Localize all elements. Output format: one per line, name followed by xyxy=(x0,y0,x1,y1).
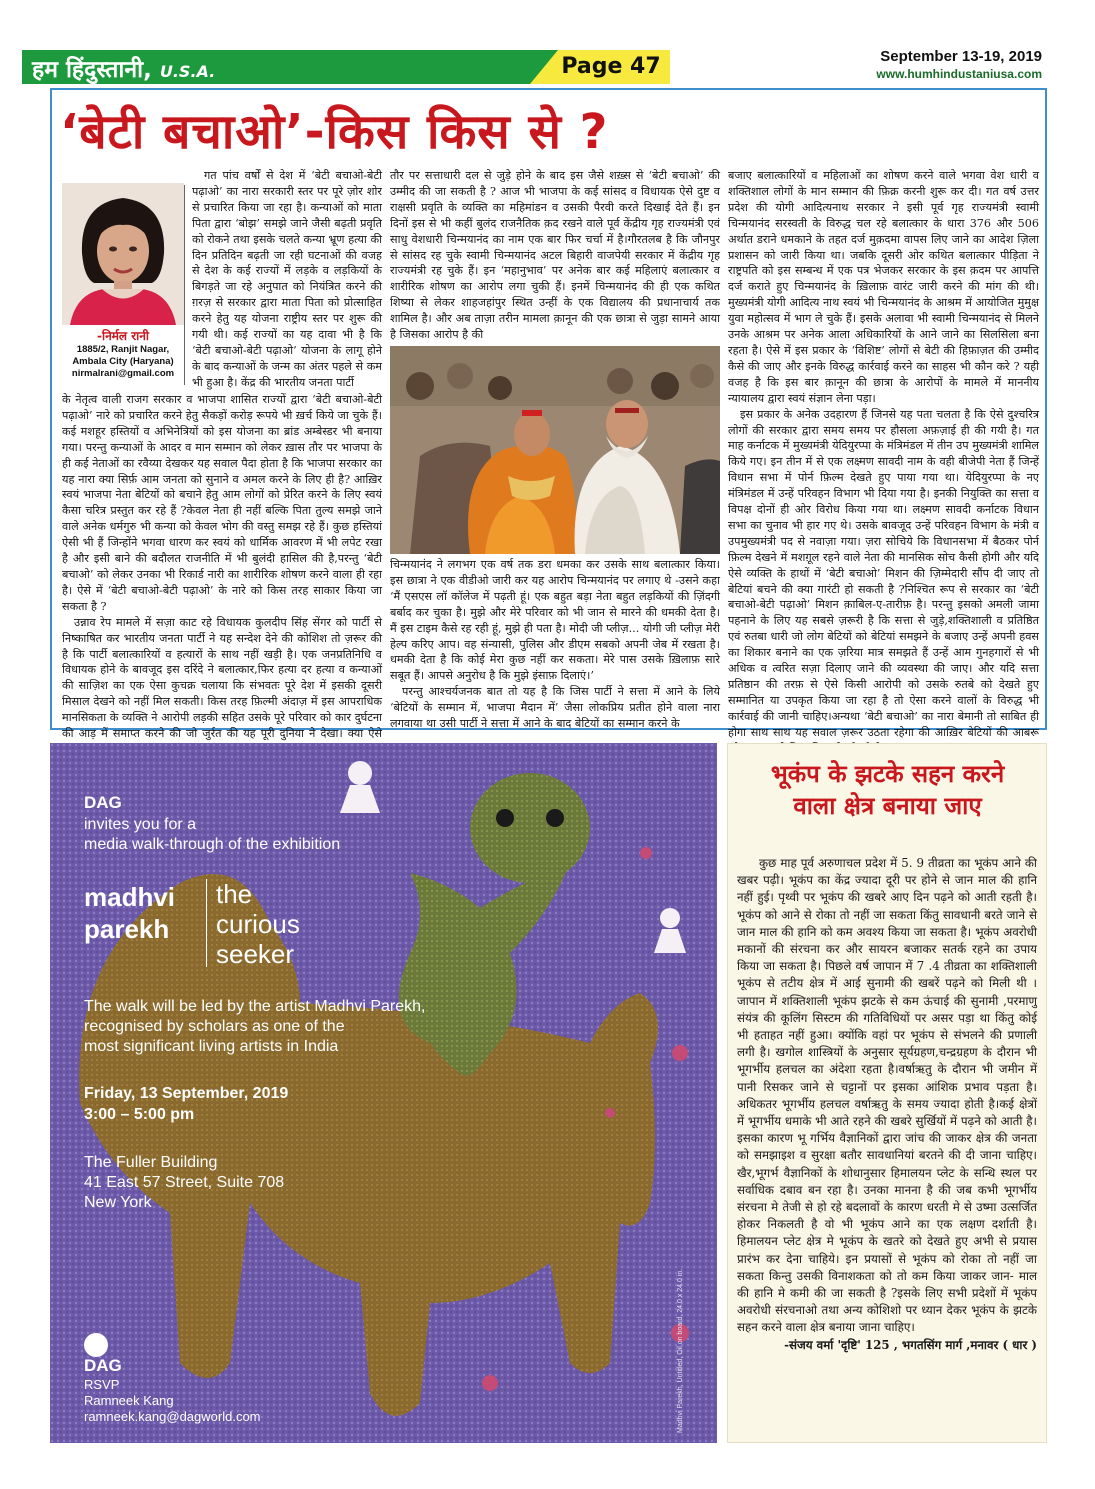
author-address-line1: 1885/2, Ranjit Nagar, xyxy=(76,344,170,355)
news-photo xyxy=(390,346,720,554)
ad-brand-top: DAG xyxy=(84,793,122,812)
article-col2-top xyxy=(390,168,720,343)
article-col1-top-text: गत पांच वर्षों से देश में ‘बेटी बचाओ-बेटी पढ़ाओ’ का नारा सरकारी स्तर पर पूरे ज़ोर शोर से प्रचारित किया जा रहा है। कन्याओं को माता पिता द्वारा ‘बोझ’ समझे जाने जैसी बढ़ती प्रवृति को रोकने तथा इसके चलते कन्या भ्रूण हत्या की दिन प्रतिदिन बढ़ती जा रही घटनाओं की वजह से देश के कई राज्यों में लड़के व लड़कियों के बिगड़ते जा रहे अनुपात को नियंत्रित करने की ग़रज़ से सरकार द्वारा माता पिता को प्रोत्साहित करने हेतु यह योजना राष्ट्रीय स्तर पर शुरू की गयी थी। कई राज्यों का यह दावा भी है कि ‘बेटी बचाओ-बेटी पढ़ाओ’ योजना के लागू होने के बाद कन्याओं के जन्म का अंतर पहले से कम भी हुआ है। केंद्र की भारतीय जनता पार्टी xyxy=(192,169,382,389)
ad-title-divider xyxy=(206,879,207,967)
ad-description-line1: The walk will be led by the artist Madhvi Parekh, xyxy=(84,998,426,1015)
ad-artist-first: madhvi xyxy=(84,882,176,912)
article-col3 xyxy=(728,168,1039,757)
author-email[interactable]: nirmalrani@gmail.com xyxy=(71,368,175,379)
author-address-line2: Ambala City (Haryana) xyxy=(72,356,174,367)
sidebar-signature: -संजय वर्मा 'दृष्टि' 125 , भगतसिंग मार्ग ,मनावर ( धार ) xyxy=(784,1337,1037,1352)
article-col1-bottom-text: के नेतृत्व वाली राजग सरकार व भाजपा शासित राज्यों द्वारा ‘बेटी बचाओ-बेटी पढ़ाओ’ नारे को प्रचारित करने हेतु सैकड़ों करोड़ रूपये भी ख़र्च किये जा चुके हैं। कई मशहूर हस्तियों व अभिनेत्रियों को इस योजना का ब्रांड अम्बेस्डर भी बनाया गया। परन्तु कन्याओं के आदर व मान सम्मान को लेकर ख़ास तौर पर भाजपा के ही कई नेताओं का रवैय्या देखकर यह सवाल पैदा होता है कि भाजपा सरकार का यह नारा क्या सिर्फ़ आम जनता को सुनाने व अमल करने के लिए ही है? आख़िर स्वयं भाजपा नेता बेटियों को बचाने हेतु आम लोगों को प्रेरित करने के लिए स्वयं कैसा चरित्र प्रस्तुत कर रहे हैं ?केवल नेता ही नहीं बल्कि पिता तुल्य समझे जाने वाले अनेक धर्मगुरु भी कन्या को केवल भोग की वस्तु समझ रहे हैं। कुछ हस्तियां ऐसी भी हैं जिन्होंने भगवा धारण कर स्वयं को धार्मिक आवरण में भी लपेट रखा है और इसी बाने की बदौलत राजनीति में भी बुलंदी हासिल की है,परन्तु ‘बेटी बचाओ’ को लेकर उनका भी रिकार्ड नारी का शारीरिक शोषण करने वाला ही रहा है। ऐसे में ‘बेटी बचाओ-बेटी पढ़ाओ’ के नारे को किस तरह साकार किया जा सकता है ? xyxy=(62,393,382,613)
exhibition-advertisement xyxy=(50,743,717,1443)
portrait-illustration xyxy=(62,183,184,325)
ad-artwork-caption: Madhvi Parekh, Untitled, Oil on board, 24.0 x 24.0 in. xyxy=(677,1268,684,1433)
sidebar-headline-line1: भूकंप के झटके सहन करने xyxy=(770,760,1005,788)
article-col2-bottom xyxy=(390,557,720,732)
article-col2-top-text: तौर पर सत्ताधारी दल से जुड़े होने के बाद इस जैसे शख़्स से ‘बेटी बचाओ’ की उम्मीद की जा सकती है ? आज भी भाजपा के कई सांसद व विधायक ऐसे दुष्ट व राक्षसी प्रवृति के व्यक्ति का महिमांडन व उसकी पैरवी करते दिखाई देते हैं। इन दिनों इस से भी कहीं बुलंद राजनैतिक क़द रखने वाले पूर्व केंद्रीय गृह राज्यमंत्री एवं साधु वेशधारी चिन्मयानंद का नाम एक बार फिर चर्चा में है।गौरतलब है कि जौनपुर से सांसद रह चुके स्वामी चिन्मयानंद अटल बिहारी वाजपेयी सरकार में केंद्रीय गृह राज्यमंत्री रह चुके हैं। इन ‘महानुभाव’ पर अनेक बार कई महिलाएं बलात्कार व शारीरिक शोषण का आरोप लगा चुकी हैं। इनमें चिन्मयानंद की ही एक कथित शिष्या से लेकर शाहजहांपुर स्थित उन्हीं के एक विद्यालय की प्रधानाचार्य तक शामिल है। और अब ताज़ा तरीन मामला क़ानून की एक छात्रा से जुड़ा सामने आया है जिसका आरोप है की xyxy=(390,169,720,342)
article-col3-p1: बजाए बलात्कारियों व महिलाओं का शोषण करने वाले भगवा वेश धारी व शक्तिशाल लोगों के मान सम्मान की फ़िक्र करनी शुरू कर दी। गत वर्ष उत्तर प्रदेश की योगी आदित्यनाथ सरकार ने इसी पूर्व गृह राज्यमंत्री स्वामी चिन्मयानंद सरस्वती के विरुद्ध चल रहे बलात्कार के धारा 376 और 506 अर्थात डराने धमकाने के तहत दर्ज मुक़दमा वापस लिए जाने का आदेश ज़िला प्रशासन को जारी किया था। जबकि दूसरी ओर कथित बलात्कार पीड़िता ने राष्ट्रपति को इस सम्बन्ध में एक पत्र भेजकर सरकार के इस क़दम पर आपत्ति दर्ज कराते हुए चिन्मयानंद के ख़िलाफ़ वारंट जारी करने की मांग की थी। मुख्यमंत्री योगी आदित्य नाथ स्वयं भी चिन्मयानंद के आश्रम में आयोजित मुमुक्ष युवा महोत्सव में भाग ले चुके हैं। इसके अलावा भी स्वामी चिन्मयानंद से मिलने उनके आश्रम पर अनेक आला अधिकारियों के आने जाने का सिलसिला बना रहता है। ऐसे में इस प्रकार के ‘विशिष्ट’ लोगों से बेटी की हिफ़ाज़त की उम्मीद कैसे की जाए और इनके विरुद्ध कार्रवाई करने का साहस भी कौन करे ? यही वजह है कि इस बार क़ानून की छात्रा के आरोपों के मामले में माननीय न्यायालय द्वारा स्वयं संज्ञान लेना पड़ा। xyxy=(728,169,1039,405)
ad-invite-line2: media walk-through of the exhibition xyxy=(84,836,341,853)
ad-description-line3: most significant living artists in India xyxy=(84,1038,339,1055)
ad-artist-last: parekh xyxy=(84,914,170,944)
sidebar-body-text: कुछ माह पूर्व अरुणाचल प्रदेश में 5. 9 तीव्रता का भूकंप आने की खबर पढ़ी। भूकंप का केंद्र ज्यादा दूरी पर होने से जान माल की हानि नहीं हुई। पृथ्वी पर भूकंप की खबरे आए दिन पढ़ने को आती रहती है। भूकंप को आने से रोका तो नहीं जा सकता किंतु सावधानी बरते जाने से जान माल की हानि को कम अवश्य किया जा सकता है। भूकंप अवरोधी मकानों की संरचना कर और सायरन बजाकर सतर्क रहने का उपाय किया जा सकता है। पिछले वर्ष जापान में 7 .4 तीव्रता का शक्तिशाली भूकंप से तटीय क्षेत्र में आई सुनामी की खबरें पढ़ने को मिली थी ।जापान में शक्तिशाली भूकंप झटके से कम ऊंचाई की सुनामी ,परमाणु संयंत्र की कूलिंग सिस्टम की गतिविधियों पर असर पड़ा था किंतु कोई भी हताहत नहीं हुआ। क्योंकि वहां पर भूकंप से संभलने की प्रणाली लगी है। खगोल शास्त्रियों के अनुसार सूर्यग्रहण,चन्द्रग्रहण के दौरान भी भूगर्भीय हलचल का अंदेशा रहता है।वर्षाऋतु के दौरान भी जमीन में पानी रिसकर जाने से चट्टानों पर इसका आंशिक प्रभाव पड़ता है।अधिकतर भूगर्भीय हलचल वर्षाऋतु के समय ज्यादा होती है।कई क्षेत्रों में भूगर्भीय धमाके भी आते रहने की खबरे सुर्खियों में पढ़ने को आती है। इसका कारण भू गर्भिय वैज्ञानिकों द्वारा जांच की जाकर क्षेत्र की जनता को समझाइश व सुरक्षा बतौर सावधानियां बरतने की दी जाना चाहिए। खैर,भूगर्भ वैज्ञानिकों के शोधानुसार हिमालयन प्लेट के सन्धि स्थल पर सर्वाधिक दबाव बन रहा है। उनका मानना है की जब कभी भूगर्भीय संरचना मे तेजी से हो रहे बदलावों के कारण धरती मे से उष्मा उत्सर्जित होकर निकलती है वो भी भूकंप आने का एक लक्षण दर्शाती है। हिमालयन प्लेट क्षेत्र मे भूकंप के खतरे को देखते हुए अभी से प्रयास प्रारंभ कर देना चाहिये। इन प्रयासों से भूकंप को रोका तो नहीं जा सकता किन्तु उसकी विनाशकता को तो कम किया जाकर जान- माल की हानि मे कमी की जा सकती है ?इसके लिए सभी प्रदेशों में भूकंप अवरोधी संरचनाओ तथा अन्य कोशिशो पर ध्यान देकर भूकंप के झटके सहन करने वाला क्षेत्र बनाया जाना चाहिए। xyxy=(737,856,1037,1335)
article-col2-bottom-text: चिन्मयानंद ने लगभग एक वर्ष तक डरा धमका कर उसके साथ बलात्कार किया। इस छात्रा ने एक वीडीओ जारी कर यह आरोप चिन्मयानंद पर लगाए थे -उसने कहा ‘मैं एसएस लॉ कॉलेज में पढ़ती हूं। एक बहुत बड़ा नेता बहुत लड़कियों की ज़िंदगी बर्बाद कर चुका है। मुझे और मेरे परिवार को भी जान से मारने की धमकी देता है। मैं इस टाइम कैसे रह रही हूं, मुझे ही पता है। मोदी जी प्लीज़... योगी जी प्लीज़ मेरी हेल्प करिए आप। वह संन्यासी, पुलिस और डीएम सबको अपनी जेब में रखता है। धमकी देता है कि कोई मेरा कुछ नहीं कर सकता। मेरे पास उसके ख़िलाफ़ सारे सबूत हैं। आपसे अनुरोध है कि मुझे इंसाफ़ दिलाएं।’ xyxy=(390,558,720,683)
ad-venue-line2: 41 East 57 Street, Suite 708 xyxy=(84,1174,285,1191)
article-col1-top xyxy=(192,168,382,391)
issue-date: September 13-19, 2019 xyxy=(880,48,1042,65)
news-photo-illustration xyxy=(390,346,720,554)
ad-description-line2: recognised by scholars as one of the xyxy=(84,1018,345,1035)
ad-show-title-line3: seeker xyxy=(216,939,295,969)
author-divider xyxy=(184,185,185,385)
ad-brand-bottom: DAG xyxy=(84,1356,122,1375)
ad-venue-line3: New York xyxy=(84,1194,152,1211)
ad-venue-line1: The Fuller Building xyxy=(84,1154,218,1171)
ad-invite-line1: invites you for a xyxy=(84,816,197,833)
ad-show-title-line1: the xyxy=(216,879,253,909)
ad-rsvp-email[interactable]: ramneek.kang@dagworld.com xyxy=(84,1409,261,1424)
author-name: -निर्मल रानी xyxy=(96,329,150,343)
newspaper-subtitle: U.S.A. xyxy=(159,62,216,81)
ad-event-date: Friday, 13 September, 2019 xyxy=(84,1085,289,1102)
ad-rsvp-label: RSVP xyxy=(84,1377,120,1392)
dag-logo-circle-icon xyxy=(84,1333,108,1357)
ad-rsvp-name: Ramneek Kang xyxy=(84,1393,174,1408)
author-photo xyxy=(62,183,184,325)
sidebar-headline xyxy=(735,758,1040,822)
page-number: Page 47 xyxy=(561,54,661,79)
article-col2-p2: परन्तु आश्चर्यजनक बात तो यह है कि जिस पार्टी ने सत्ता में आने के लिये ‘बेटियों के सम्मान में, भाजपा मैदान में’ जैसा लोकप्रिय प्रतीत होने वाला नारा लगवाया था उसी पार्टी ने सत्ता में आने के बाद बेटियों का सम्मान करने के xyxy=(390,685,720,731)
ad-event-time: 3:00 – 5:00 pm xyxy=(84,1106,195,1123)
newspaper-title: हम हिंदुस्तानी, U.S.A. xyxy=(32,57,216,83)
author-address xyxy=(62,344,184,380)
website-url[interactable]: www.humhindustaniusa.com xyxy=(876,67,1042,81)
ad-show-title-line2: curious xyxy=(216,909,300,939)
sidebar-body xyxy=(737,855,1037,1354)
sidebar-headline-line2: वाला क्षेत्र बनाया जाए xyxy=(793,792,982,820)
article-col1-bottom xyxy=(62,392,382,758)
article-headline: ‘बेटी बचाओ’-किस किस से ? xyxy=(60,104,609,160)
article-col1-p2: उन्नाव रेप मामले में सज़ा काट रहे विधायक कुलदीप सिंह सेंगर को पार्टी से निष्काषित कर भारतीय जनता पार्टी ने यह सन्देश देने की कोशिश तो ज़रूर की है कि पार्टी बलात्कारियों व हत्यारों के साथ नहीं खड़ी है। एक जनप्रतिनिधि व विधायक होने के बावजूद इस दरिंदे ने बलात्कार,फिर हत्या दर हत्या व कन्याओं की साज़िश का एक ऐसा कुचक्र चलाया कि संभवतः पूरे देश में इसकी दूसरी मिसाल देखने को नहीं मिल सकती। किस तरह फ़िल्मी अंदाज़ में इस आपराधिक मानसिकता के व्यक्ति ने आरोपी लड़की सहित उसके पूरे परिवार को कार दुर्घटना की आड़ में समाप्त करने की जो जुर्रत की यह पूरी दुनिया ने देखा। क्या ऐसे xyxy=(62,615,382,741)
article-col3-p2: इस प्रकार के अनेक उदहारण हैं जिनसे यह पता चलता है कि ऐसे दुश्चरित्र लोगों की सरकार द्वारा समय समय पर हौसला अफ़ज़ाई ही की गयी है। गत माह कर्नाटक में मुख्यमंत्री येदियुरप्पा के मंत्रिमंडल में तीन उप मुख्यमंत्री शामिल किये गए। इन तीन में से एक लक्ष्मण सावदी नाम के वही बीजेपी नेता हैं जिन्हें विधान सभा में पोर्न फ़िल्म देखते हुए पाया गया था। येदियुरप्पा के नए मंत्रिमंडल में उन्हें परिवहन विभाग भी दिया गया है। इनकी नियुक्ति का सत्ता व विपक्ष दोनों ही ओर विरोध किया गया था। लक्ष्मण सावदी कर्नाटक विधान सभा का चुनाव भी हार गए थे। उसके बावजूद उन्हें परिवहन विभाग के मंत्री व उपमुख्यमंत्री पद से नवाज़ा गया। ज़रा सोचिये कि विधानसभा में बैठकर पोर्न फ़िल्म देखने में मशग़ूल रहने वाले नेता की मानसिक सोच कैसी होगी और यदि ऐसे व्यक्ति के हाथों में ‘बेटी बचाओ’ मिशन की ज़िम्मेदारी सौंप दी जाए तो बेटियां बचने की क्या गारंटी हो सकती है ?निश्चित रूप से सरकार का ‘बेटी बचाओ-बेटी पढ़ाओ’ मिशन क़ाबिल-ए-तारीफ़ है। परन्तु इसको अमली जामा पहनाने के लिए यह सबसे ज़रूरी है कि सत्ता से जुड़े,शक्तिशाली व प्रतिष्ठित एवं रुतबा धारी जो लोग बेटियों को बेटियां समझने के बजाए उन्हें अपनी हवस का शिकार बनाने का एक ज़रिया मात्र समझते हैं उन्हें आम गुनहगारों से भी अधिक व त्वरित सज़ा दिलाए जाने की व्यवस्था की जाए। और यदि सत्ता प्रतिष्ठान की तरफ़ से ऐसे किसी आरोपी को उसके रुतबे को देखते हुए सम्मानित या उपकृत किया जा रहा है तो ऐसा करने वालों के विरुद्ध भी कार्रवाई की जानी चाहिए।अन्यथा ‘बेटी बचाओ’ का नारा बेमानी तो साबित ही होगा साथ साथ यह सवाल ज़रूर उठता रहेगा की आख़िर बेटियों की आबरू xyxy=(728,407,1039,739)
